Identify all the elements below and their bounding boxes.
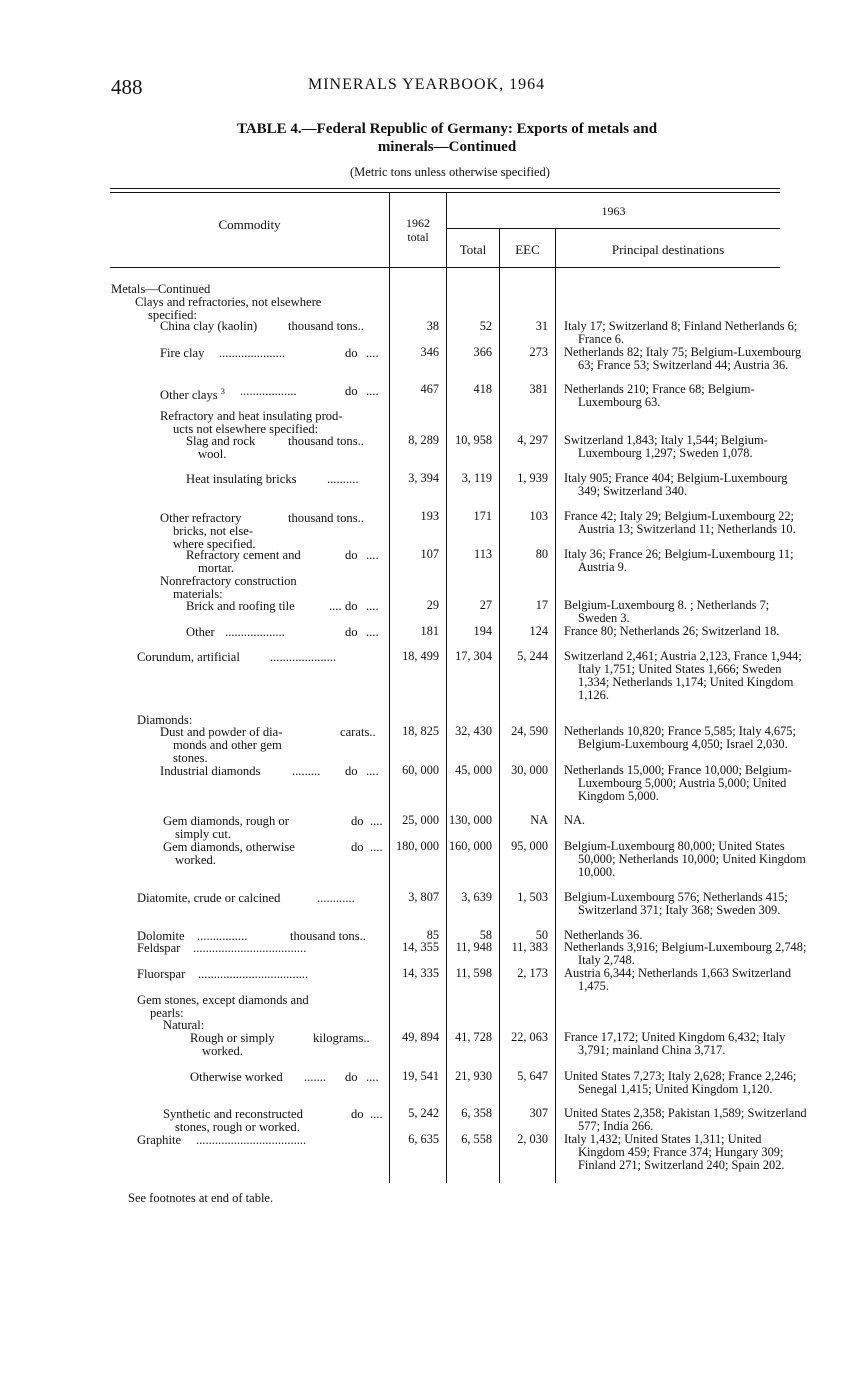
cell-1962: 29 bbox=[426, 598, 439, 612]
cell-destinations: Italy 1,432; United States 1,311; United Kingdom 459; France 374; Hungary 309; Finland 271; Switzerland 240; Spain 202. bbox=[564, 1132, 785, 1172]
row-label: Other bbox=[186, 625, 215, 639]
top-rule-1 bbox=[110, 188, 780, 189]
cell-1962: 60, 000 bbox=[402, 763, 439, 777]
row-leader: ......... bbox=[292, 764, 321, 778]
cell-total: 11, 598 bbox=[455, 966, 492, 980]
header-1963: 1963 bbox=[601, 204, 626, 218]
row-leader: ....... bbox=[304, 1070, 327, 1084]
cell-1962: 3, 394 bbox=[408, 471, 439, 485]
row-unit: do bbox=[351, 1107, 364, 1121]
row-label: Gem diamonds, otherwise bbox=[163, 840, 295, 854]
cell-total: 130, 000 bbox=[448, 813, 492, 827]
row-unit: do bbox=[351, 814, 364, 828]
cell-destinations: Netherlands 10,820; France 5,585; Italy 4,675; Belgium-Luxembourg 4,050; Israel 2,030. bbox=[564, 724, 796, 751]
row-label-cont: where specified. bbox=[173, 537, 256, 551]
row-unit: do bbox=[351, 840, 364, 854]
cell-eec: 4, 297 bbox=[517, 433, 548, 447]
row-label: Brick and roofing tile bbox=[186, 599, 295, 613]
cell-eec: 30, 000 bbox=[511, 763, 548, 777]
cell-eec: 24, 590 bbox=[511, 724, 548, 738]
cell-total: 11, 948 bbox=[455, 940, 492, 954]
row-label: Heat insulating bricks bbox=[186, 472, 297, 486]
cell-1962: 25, 000 bbox=[402, 813, 439, 827]
cell-destinations: France 80; Netherlands 26; Switzerland 18. bbox=[564, 624, 780, 638]
cell-total: 27 bbox=[479, 598, 492, 612]
group-gem-stones-cont: pearls: bbox=[150, 1006, 184, 1020]
cell-1962: 180, 000 bbox=[395, 839, 439, 853]
row-leader: ................................... bbox=[196, 1133, 307, 1147]
row-label: Industrial diamonds bbox=[160, 764, 261, 778]
cell-total: 366 bbox=[473, 345, 492, 359]
cell-1962: 19, 541 bbox=[402, 1069, 439, 1083]
table-title-line-2: minerals—Continued bbox=[377, 139, 517, 155]
cell-1962: 8, 289 bbox=[408, 433, 439, 447]
row-leader: ................................... bbox=[198, 967, 309, 981]
cell-destinations: Italy 36; France 26; Belgium-Luxembourg 11; Austria 9. bbox=[564, 547, 794, 574]
group-nonrefractory: Nonrefractory construction bbox=[160, 574, 297, 588]
group-refractory: Refractory and heat insulating prod- bbox=[160, 409, 343, 423]
row-label: Synthetic and reconstructed bbox=[163, 1107, 303, 1121]
cell-eec: 307 bbox=[529, 1106, 548, 1120]
header-destinations: Principal destinations bbox=[611, 242, 725, 257]
group-refractory-cont: ucts not elsewhere specified: bbox=[173, 422, 319, 436]
row-label: China clay (kaolin) bbox=[160, 319, 258, 333]
cell-destinations: Belgium-Luxembourg 576; Netherlands 415; Switzerland 371; Italy 368; Sweden 309. bbox=[564, 890, 788, 917]
cell-total: 21, 930 bbox=[455, 1069, 492, 1083]
cell-eec: 273 bbox=[529, 345, 548, 359]
cell-total: 171 bbox=[473, 509, 492, 523]
row-leader: .... bbox=[370, 840, 383, 854]
row-label: Dolomite bbox=[137, 929, 185, 943]
group-natural: Natural: bbox=[163, 1018, 205, 1032]
row-label-cont: stones. bbox=[173, 751, 208, 765]
cell-destinations: Netherlands 82; Italy 75; Belgium-Luxembourg 63; France 53; Switzerland 44; Austria 36. bbox=[564, 345, 802, 372]
cell-destinations: Netherlands 15,000; France 10,000; Belgium-Luxembourg 5,000; Austria 5,000; United Kingdom 5,000. bbox=[564, 763, 792, 803]
group-diamonds: Diamonds: bbox=[137, 713, 193, 727]
row-leader: .... bbox=[366, 1070, 379, 1084]
row-leader: .................................... bbox=[193, 941, 307, 955]
row-leader: .................. bbox=[240, 384, 297, 398]
cell-destinations: Belgium-Luxembourg 80,000; United States 50,000; Netherlands 10,000; United Kingdom 10,000. bbox=[564, 839, 806, 879]
row-unit: carats.. bbox=[340, 725, 376, 739]
row-unit: thousand tons.. bbox=[288, 511, 364, 525]
cell-eec: 5, 244 bbox=[517, 649, 548, 663]
cell-1962: 193 bbox=[420, 509, 439, 523]
row-unit: thousand tons.. bbox=[288, 319, 364, 333]
top-rule-2 bbox=[110, 192, 780, 193]
row-leader: ..................... bbox=[270, 650, 337, 664]
row-unit: do bbox=[345, 625, 358, 639]
cell-total: 17, 304 bbox=[455, 649, 492, 663]
row-leader: .... bbox=[366, 346, 379, 360]
row-leader: .... bbox=[366, 764, 379, 778]
row-leader: .... bbox=[370, 1107, 383, 1121]
row-label-cont: stones, rough or worked. bbox=[175, 1120, 300, 1134]
units-note: (Metric tons unless otherwise specified) bbox=[350, 165, 550, 179]
cell-total: 3, 639 bbox=[461, 890, 492, 904]
row-unit: do bbox=[345, 1070, 358, 1084]
row-leader: ................ bbox=[197, 929, 248, 943]
cell-destinations: Switzerland 1,843; Italy 1,544; Belgium-Luxembourg 1,297; Sweden 1,078. bbox=[564, 433, 768, 460]
cell-total: 3, 119 bbox=[461, 471, 492, 485]
row-label-cont: wool. bbox=[198, 447, 227, 461]
cell-1962: 181 bbox=[420, 624, 439, 638]
cell-destinations: Italy 17; Switzerland 8; Finland Netherlands 6; France 6. bbox=[564, 319, 798, 346]
cell-eec: 2, 173 bbox=[517, 966, 548, 980]
row-label: Dust and powder of dia- bbox=[160, 725, 283, 739]
row-unit: do bbox=[345, 384, 358, 398]
cell-eec: 50 bbox=[535, 928, 548, 942]
cell-total: 10, 958 bbox=[455, 433, 492, 447]
header-total: Total bbox=[459, 242, 487, 257]
cell-1962: 49, 894 bbox=[402, 1030, 439, 1044]
cell-1962: 6, 635 bbox=[408, 1132, 439, 1146]
cell-eec: 31 bbox=[535, 319, 548, 333]
row-leader: .... bbox=[366, 599, 379, 613]
row-label: Fire clay bbox=[160, 346, 205, 360]
column-divider-dest bbox=[555, 229, 556, 1183]
cell-1962: 18, 825 bbox=[402, 724, 439, 738]
cell-eec: 5, 647 bbox=[517, 1069, 548, 1083]
cell-eec: 2, 030 bbox=[517, 1132, 548, 1146]
cell-eec: 17 bbox=[535, 598, 548, 612]
row-label-cont: simply cut. bbox=[175, 827, 231, 841]
row-label-cont: bricks, not else- bbox=[173, 524, 254, 538]
row-label: Graphite bbox=[137, 1133, 182, 1147]
row-label: Other clays $^3$ bbox=[160, 387, 225, 403]
group-nonrefractory-cont: materials: bbox=[173, 587, 223, 601]
row-unit: do bbox=[345, 599, 358, 613]
footnote-reference: See footnotes at end of table. bbox=[128, 1191, 274, 1205]
row-unit: kilograms.. bbox=[313, 1031, 370, 1045]
cell-total: 6, 358 bbox=[461, 1106, 492, 1120]
group-clays-cont: specified: bbox=[148, 308, 197, 322]
row-label: Slag and rock bbox=[186, 434, 256, 448]
cell-destinations: Italy 905; France 404; Belgium-Luxembourg 349; Switzerland 340. bbox=[564, 471, 788, 498]
row-leader: ............ bbox=[317, 891, 355, 905]
cell-1962: 18, 499 bbox=[402, 649, 439, 663]
row-leader: .... bbox=[366, 548, 379, 562]
group-clays: Clays and refractories, not elsewhere bbox=[135, 295, 322, 309]
cell-total: 32, 430 bbox=[455, 724, 492, 738]
cell-1962: 85 bbox=[426, 928, 439, 942]
cell-total: 194 bbox=[473, 624, 492, 638]
header-commodity: Commodity bbox=[218, 217, 281, 232]
row-leader: .... bbox=[366, 625, 379, 639]
row-leader: ................... bbox=[225, 625, 285, 639]
cell-total: 58 bbox=[479, 928, 492, 942]
cell-1962: 346 bbox=[420, 345, 439, 359]
cell-eec: 80 bbox=[535, 547, 548, 561]
row-label: Other refractory bbox=[160, 511, 242, 525]
cell-total: 45, 000 bbox=[455, 763, 492, 777]
row-leader: .... bbox=[329, 599, 342, 613]
cell-1962: 14, 355 bbox=[402, 940, 439, 954]
cell-destinations: Switzerland 2,461; Austria 2,123, France 1,944; Italy 1,751; United States 1,666; Sweden 1,334; Netherlands 1,174; United Kingdom 1,126. bbox=[564, 649, 802, 702]
cell-total: 418 bbox=[473, 382, 492, 396]
row-label: Refractory cement and bbox=[186, 548, 301, 562]
row-label: Feldspar bbox=[137, 941, 181, 955]
row-label: Fluorspar bbox=[137, 967, 186, 981]
table-title-line-1: TABLE 4.—Federal Republic of Germany: Exports of metals and bbox=[236, 121, 658, 137]
cell-1962: 5, 242 bbox=[408, 1106, 439, 1120]
footnote-marker: 3 bbox=[220, 387, 225, 396]
row-label: Gem diamonds, rough or bbox=[163, 814, 289, 828]
header-1962: 1962 bbox=[406, 216, 430, 230]
cell-eec: 1, 939 bbox=[517, 471, 548, 485]
cell-eec: 1, 503 bbox=[517, 890, 548, 904]
cell-destinations: France 42; Italy 29; Belgium-Luxembourg 22; Austria 13; Switzerland 11; Netherlands 10. bbox=[564, 509, 796, 536]
row-leader: .... bbox=[370, 814, 383, 828]
row-label-cont: worked. bbox=[175, 853, 216, 867]
cell-total: 113 bbox=[474, 547, 492, 561]
cell-total: 41, 728 bbox=[455, 1030, 492, 1044]
cell-total: 6, 558 bbox=[461, 1132, 492, 1146]
cell-total: 52 bbox=[479, 319, 492, 333]
header-eec: EEC bbox=[515, 242, 540, 257]
row-label-cont: mortar. bbox=[198, 561, 235, 575]
cell-eec: 22, 063 bbox=[511, 1030, 548, 1044]
row-label: Otherwise worked bbox=[190, 1070, 283, 1084]
cell-total: 160, 000 bbox=[448, 839, 492, 853]
cell-1962: 3, 807 bbox=[408, 890, 439, 904]
group-gem-stones: Gem stones, except diamonds and bbox=[137, 993, 309, 1007]
row-unit: thousand tons.. bbox=[288, 434, 364, 448]
cell-destinations: United States 2,358; Pakistan 1,589; Switzerland 577; India 266. bbox=[564, 1106, 807, 1133]
cell-destinations: Netherlands 36. bbox=[564, 928, 643, 942]
header-1963-rule bbox=[447, 228, 780, 229]
cell-eec: 95, 000 bbox=[511, 839, 548, 853]
row-unit: do bbox=[345, 548, 358, 562]
row-label: Corundum, artificial bbox=[137, 650, 240, 664]
cell-eec: 381 bbox=[529, 382, 548, 396]
cell-destinations: Netherlands 3,916; Belgium-Luxembourg 2,748; Italy 2,748. bbox=[564, 940, 807, 967]
cell-destinations: Netherlands 210; France 68; Belgium-Luxembourg 63. bbox=[564, 382, 755, 409]
cell-eec: 124 bbox=[529, 624, 548, 638]
cell-destinations: NA. bbox=[564, 813, 585, 827]
header-1962-total: total bbox=[407, 230, 429, 244]
cell-destinations: Belgium-Luxembourg 8. ; Netherlands 7; Sweden 3. bbox=[564, 598, 770, 625]
cell-1962: 38 bbox=[426, 319, 439, 333]
running-title: MINERALS YEARBOOK, 1964 bbox=[308, 76, 546, 93]
section-metals: Metals—Continued bbox=[111, 282, 211, 296]
header-bottom-rule bbox=[110, 267, 780, 268]
cell-1962: 467 bbox=[420, 382, 439, 396]
cell-destinations: Austria 6,344; Netherlands 1,663 Switzerland 1,475. bbox=[564, 966, 792, 993]
row-label-cont: monds and other gem bbox=[173, 738, 282, 752]
cell-1962: 107 bbox=[420, 547, 439, 561]
row-leader: ..................... bbox=[219, 346, 286, 360]
cell-destinations: United States 7,273; Italy 2,628; France 2,246; Senegal 1,415; United Kingdom 1,120. bbox=[564, 1069, 797, 1096]
row-leader: .... bbox=[366, 384, 379, 398]
cell-eec: 11, 383 bbox=[511, 940, 548, 954]
row-unit: do bbox=[345, 764, 358, 778]
row-unit: thousand tons.. bbox=[290, 929, 366, 943]
cell-1962: 14, 335 bbox=[402, 966, 439, 980]
cell-destinations: France 17,172; United Kingdom 6,432; Italy 3,791; mainland China 3,717. bbox=[564, 1030, 786, 1057]
row-unit: do bbox=[345, 346, 358, 360]
cell-eec: 103 bbox=[529, 509, 548, 523]
row-leader: .......... bbox=[327, 472, 359, 486]
cell-eec: NA bbox=[530, 813, 548, 827]
row-label: Rough or simply bbox=[190, 1031, 275, 1045]
page-number: 488 bbox=[111, 75, 143, 99]
row-label: Diatomite, crude or calcined bbox=[137, 891, 281, 905]
row-label-cont: worked. bbox=[202, 1044, 243, 1058]
